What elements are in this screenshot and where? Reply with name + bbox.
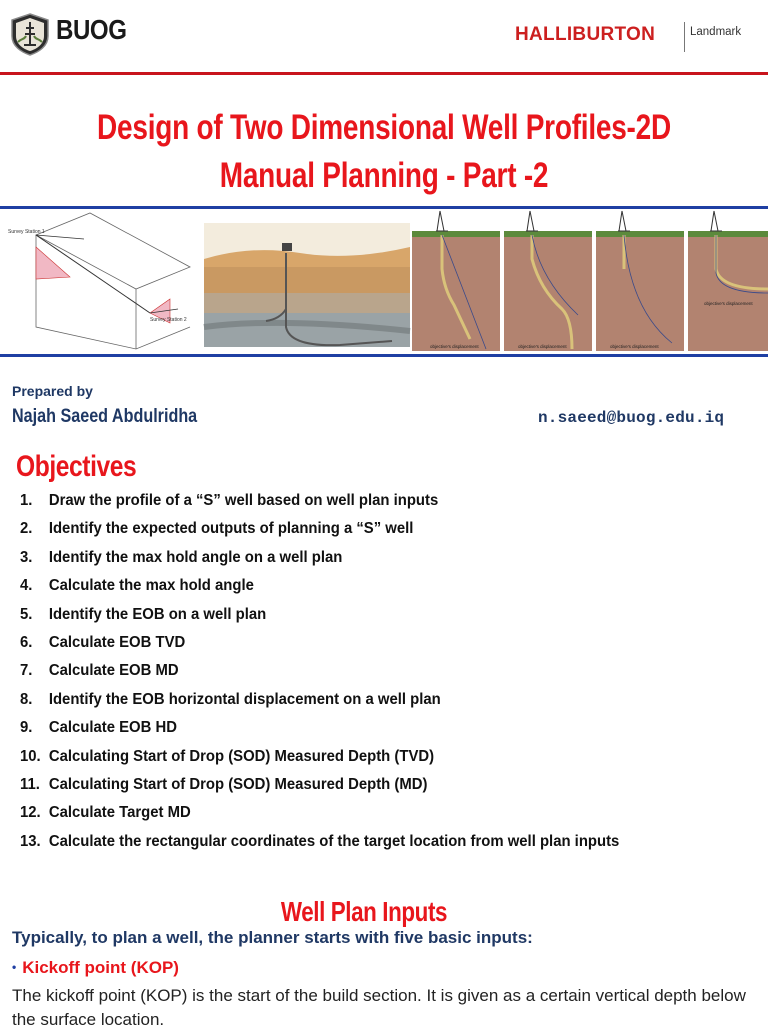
objective-number: 7.: [20, 662, 33, 680]
objectives-heading: Objectives: [16, 450, 137, 483]
objective-item: [20, 662, 708, 690]
banner-bottom-rule: [0, 354, 768, 357]
prepared-by-label: Prepared by: [12, 383, 93, 399]
well-profile-panel-2: [504, 211, 592, 351]
page-title-line-2: Manual Planning - Part -2: [219, 156, 549, 195]
bullet-icon: •: [12, 960, 17, 974]
objective-number: 12.: [20, 804, 41, 822]
partner-sub-text: Landmark: [690, 26, 742, 38]
brand-name: BUOG: [56, 14, 127, 45]
objective-displacement-label-1: objective's displacement: [430, 344, 479, 349]
well-plan-intro: Typically, to plan a well, the planner starts with five basic inputs:: [12, 928, 533, 947]
objective-number: 9.: [20, 719, 33, 737]
well-profile-panel-4: [688, 211, 768, 351]
survey-station-1-label: Survey Station 1: [8, 229, 45, 235]
objective-text: Identify the max hold angle on a well plan: [48, 548, 343, 566]
objective-item: [20, 719, 708, 747]
objective-item: [20, 549, 708, 577]
objective-displacement-label-3: objective's displacement: [610, 344, 659, 349]
objective-text: Calculate the max hold angle: [48, 577, 254, 595]
objective-item: [20, 748, 708, 776]
survey-station-2-label: Survey Station 2: [150, 317, 187, 323]
objective-text: Identify the EOB horizontal displacement on a well plan: [48, 690, 441, 708]
kop-bullet-text: Kickoff point (KOP): [22, 958, 179, 977]
objective-item: [20, 606, 708, 634]
partner-divider: [684, 22, 685, 52]
objective-text: Calculating Start of Drop (SOD) Measured Depth (TVD): [48, 747, 435, 765]
partner-logo-text: HALLIBURTON: [515, 24, 656, 45]
survey-diagram: [0, 209, 200, 354]
desert-drilling-photo: [204, 223, 410, 347]
objective-number: 11.: [20, 775, 40, 793]
objective-displacement-label-4: objective's displacement: [704, 301, 753, 306]
objective-item: [20, 804, 708, 832]
well-plan-heading: Well Plan Inputs: [280, 896, 448, 927]
objective-number: 3.: [20, 548, 33, 566]
banner-image-strip: [0, 209, 768, 354]
objective-item: [20, 776, 708, 804]
objective-number: 5.: [20, 605, 33, 623]
page-title-line-1: Design of Two Dimensional Well Profiles-2D: [97, 108, 671, 147]
author-name: Najah Saeed Abdulridha: [12, 406, 198, 427]
objective-text: Identify the expected outputs of planning a “S” well: [48, 520, 414, 538]
objectives-list: [20, 492, 760, 861]
header-divider: [0, 72, 768, 75]
objective-text: Calculate EOB MD: [48, 662, 179, 680]
kop-bullet: [12, 958, 179, 978]
objective-text: Calculate Target MD: [48, 804, 191, 822]
objective-text: Calculate EOB HD: [48, 719, 177, 737]
objective-item: [20, 691, 708, 719]
objective-number: 10.: [20, 747, 41, 765]
objective-item: [20, 492, 708, 520]
buog-logo-icon: [8, 12, 52, 56]
objective-item: [20, 634, 708, 662]
objective-text: Calculate the rectangular coordinates of the target location from well plan inputs: [48, 832, 620, 850]
well-profile-panel-1: [412, 211, 500, 351]
objective-number: 13.: [20, 832, 41, 850]
objective-text: Calculate EOB TVD: [48, 633, 186, 651]
objective-text: Draw the profile of a “S” well based on well plan inputs: [48, 492, 439, 509]
well-profile-panel-3: [596, 211, 684, 351]
kop-paragraph: The kickoff point (KOP) is the start of the build section. It is given as a certain vertical depth below the surface location.: [12, 986, 746, 1029]
objective-number: 2.: [20, 520, 33, 538]
objective-number: 1.: [20, 492, 33, 509]
objective-item: [20, 577, 708, 605]
objective-text: Identify the EOB on a well plan: [48, 605, 267, 623]
objective-number: 6.: [20, 633, 33, 651]
author-email-link[interactable]: n.saeed@buog.edu.iq: [538, 409, 725, 427]
objective-item: [20, 520, 708, 548]
objective-number: 4.: [20, 577, 33, 595]
objective-number: 8.: [20, 690, 33, 708]
objective-text: Calculating Start of Drop (SOD) Measured Depth (MD): [48, 775, 428, 793]
objective-displacement-label-2: objective's displacement: [518, 344, 567, 349]
objective-item: [20, 833, 708, 861]
